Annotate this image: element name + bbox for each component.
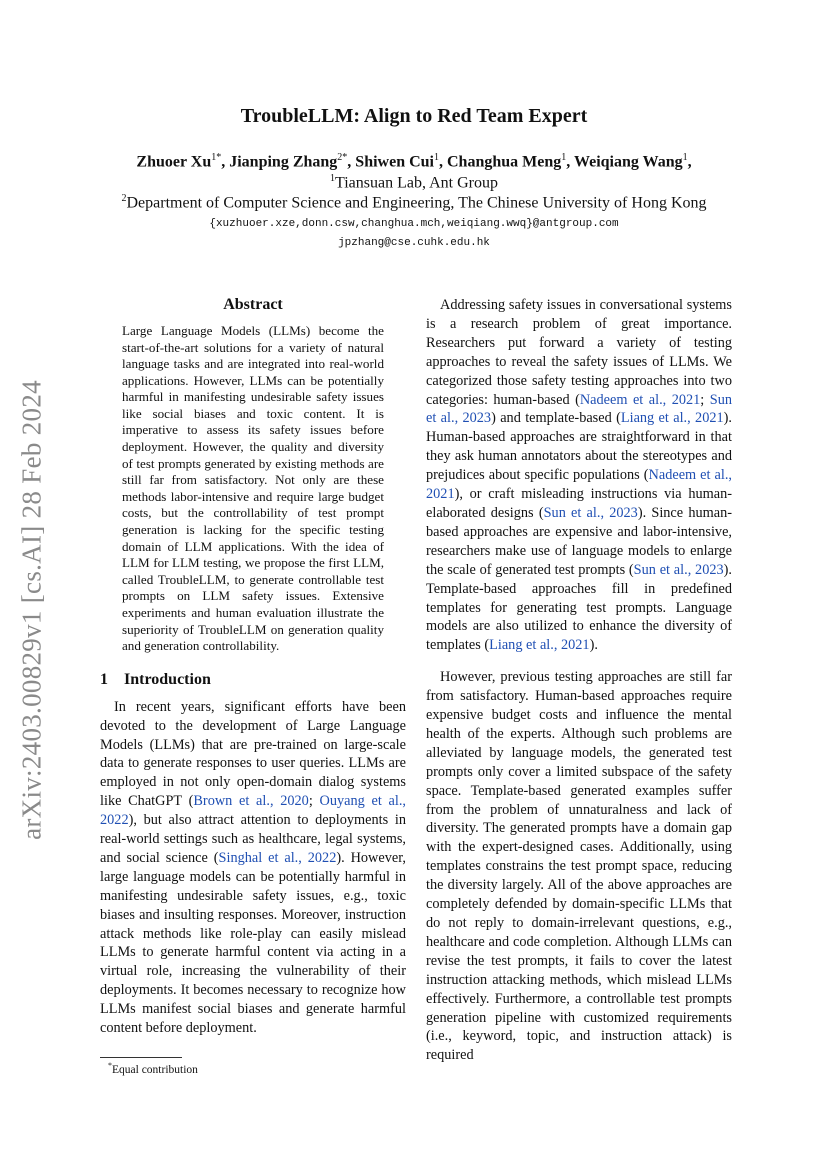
text-run: ;: [700, 391, 710, 408]
affiliation-2: [0, 193, 828, 212]
citation-link[interactable]: Singhal et al., 2022: [218, 849, 337, 866]
affiliation-1: [0, 173, 828, 192]
author-name: Weiqiang Wang: [573, 153, 683, 171]
author-name: Changhua Meng: [447, 153, 562, 171]
text-run: ) and template-based (: [491, 410, 621, 427]
footnote: [108, 1061, 198, 1076]
affiliation-text: Department of Computer Science and Engineering, The Chinese University of Hong Kong: [126, 194, 707, 212]
citation-link[interactable]: Ouyang et al., 2022: [100, 793, 406, 829]
author-affiliation-mark: 2*: [337, 152, 348, 163]
citation-link[interactable]: Liang et al., 2021: [489, 637, 590, 654]
author-affiliation-mark: 1: [434, 152, 439, 163]
citation-link[interactable]: Nadeem et al., 2021: [579, 391, 701, 408]
right-paragraph-2: [426, 668, 732, 1065]
text-run: ), but also attract attention to deployments in real-world settings such as healthcare, legal systems, and social science (: [100, 812, 406, 866]
footnote-text: Equal contribution: [112, 1063, 198, 1076]
footnote-mark: *: [108, 1061, 112, 1070]
text-run: ), or craft misleading instructions via human-elaborated designs (: [426, 486, 732, 521]
citation-link[interactable]: Sun et al., 2023: [426, 391, 732, 427]
citation-link[interactable]: Brown et al., 2020: [193, 793, 309, 810]
footnote-divider: [100, 1057, 182, 1058]
arxiv-stamp-text: arXiv:2403.00829v1 [cs.AI] 28 Feb 2024: [16, 380, 47, 840]
author-name: Jianping Zhang: [229, 153, 338, 171]
text-run: ;: [308, 793, 320, 810]
text-run: ). Template-based approaches fill in predefined templates for generating test prompts. Language models are also utilized to enhance the diversity of templates (: [426, 561, 732, 654]
author-affiliation-mark: 1*: [211, 152, 222, 163]
citation-link[interactable]: Sun et al., 2023: [633, 561, 724, 578]
abstract-heading: Abstract: [223, 296, 283, 313]
right-column: [426, 296, 732, 1065]
section-heading-introduction: [100, 671, 406, 690]
arxiv-identifier-stamp: [12, 370, 52, 850]
email-line-1: {xuzhuoer.xze,donn.csw,changhua.mch,weiqiang.wwq}@antgroup.com: [209, 218, 619, 230]
citation-link[interactable]: Nadeem et al., 2021: [426, 467, 732, 503]
author-list: Zhuoer $Xu^{1*}$, Jianping Zhang$^{2*}$, Shiwen Cui$^1$, Changhua Meng$^1$, Weiqiang Wang$^1$,: [136, 152, 692, 171]
text-run: In recent years, significant efforts have been devoted to the development of Large Language Models (LLMs) that are pre-trained on large-scale data to generate responses to user queries. LLMs are employed in not only open-domain dialog systems like ChatGPT (: [100, 698, 406, 810]
intro-paragraph-1: [100, 698, 406, 1038]
text-run: ). Human-based approaches are straightforward in that they ask human annotators about the stereotypes and prejudices about specific populations (: [426, 410, 732, 484]
text-run: Addressing safety issues in conversational systems is a research problem of great importance. Researchers put forward a variety of testing approaches to reveal the safety issues of LLMs. We categorized those safety testing approaches into two categories: human-based (: [426, 297, 732, 408]
section-title: Introduction: [124, 670, 211, 688]
citation-link[interactable]: Liang et al., 2021: [620, 410, 724, 427]
email-line-2: jpzhang@cse.cuhk.edu.hk: [338, 237, 490, 249]
paper-title: TroubleLLM: Align to Red Team Expert: [240, 105, 588, 127]
text-run: ). However, large language models can be potentially harmful in manifesting undesirable safety issues, e.g., toxic biases and insulting responses. Moreover, instruction attack methods like role-play can easily mislead LLMs to generate harmful content via acting in a virtual role, increasing the vulnerability of their deployments. It becomes necessary to recognize how LLMs manifest social biases and generate harmful content before deployment.: [100, 849, 406, 1037]
affiliation-mark: 1: [330, 173, 336, 184]
text-run: However, previous testing approaches are still far from satisfactory. Human-based approaches require expensive budget costs and influence the mental health of the experts. Although such problems are alleviated by language models, the generated test prompts only cover a limited subspace of the safety space. Template-based generated examples suffer from the problem of unnaturalness and lack of diversity. The generated prompts have a domain gap with the expert-designed cases. Additionally, using templates constrains the test prompt space, reducing the diversity largely. All of the above approaches are completely defended by domain-specific LLMs that do not reply to domain-irrelevant questions, e.g., healthcare and code completion. Although LLMs can revise the test prompts, it fails to cover the latest instruction attacking methods, which mislead LLMs effectively. Furthermore, a controllable test prompts generation pipeline with customized requirements (i.e., keyword, topic, and instruction attack) is required: [426, 669, 732, 1064]
author-affiliation-mark: 1: [682, 152, 688, 163]
affiliation-mark: 2: [121, 193, 127, 204]
author-name: Zhuoer Xu: [136, 153, 212, 171]
left-column: [100, 296, 406, 1038]
section-number: 1: [100, 670, 108, 688]
right-paragraph-1: [426, 296, 732, 655]
citation-link[interactable]: Sun et al., 2023: [543, 504, 638, 521]
affiliation-text: Tiansuan Lab, Ant Group: [335, 174, 498, 192]
author-name: Shiwen Cui: [355, 153, 434, 171]
text-run: ).: [589, 637, 598, 654]
text-run: ). Since human-based approaches are expensive and labor-intensive, researchers make use of language models to enlarge the scale of generated test prompts (: [426, 504, 732, 578]
author-affiliation-mark: 1: [561, 152, 567, 163]
abstract-body: Large Language Models (LLMs) become the start-of-the-art solutions for a variety of natural language tasks and are integrated into real-world applications. However, LLMs can be potentially harmful in manifesting undesirable safety issues like social biases and toxic content. It is imperative to assess its safety issues before deployment. However, the quality and diversity of test prompts generated by existing methods are still far from satisfactory. Not only are these methods labor-intensive and require large budget costs, but the controllability of test prompt generation is lacking for the specific testing domain of LLM applications. With the idea of LLM for LLM testing, we propose the first LLM, called TroubleLLM, to generate controllable test prompts on LLM safety issues. Extensive experiments and human evaluation illustrate the superiority of TroubleLLM on generation quality and generation controllability.: [122, 322, 384, 654]
